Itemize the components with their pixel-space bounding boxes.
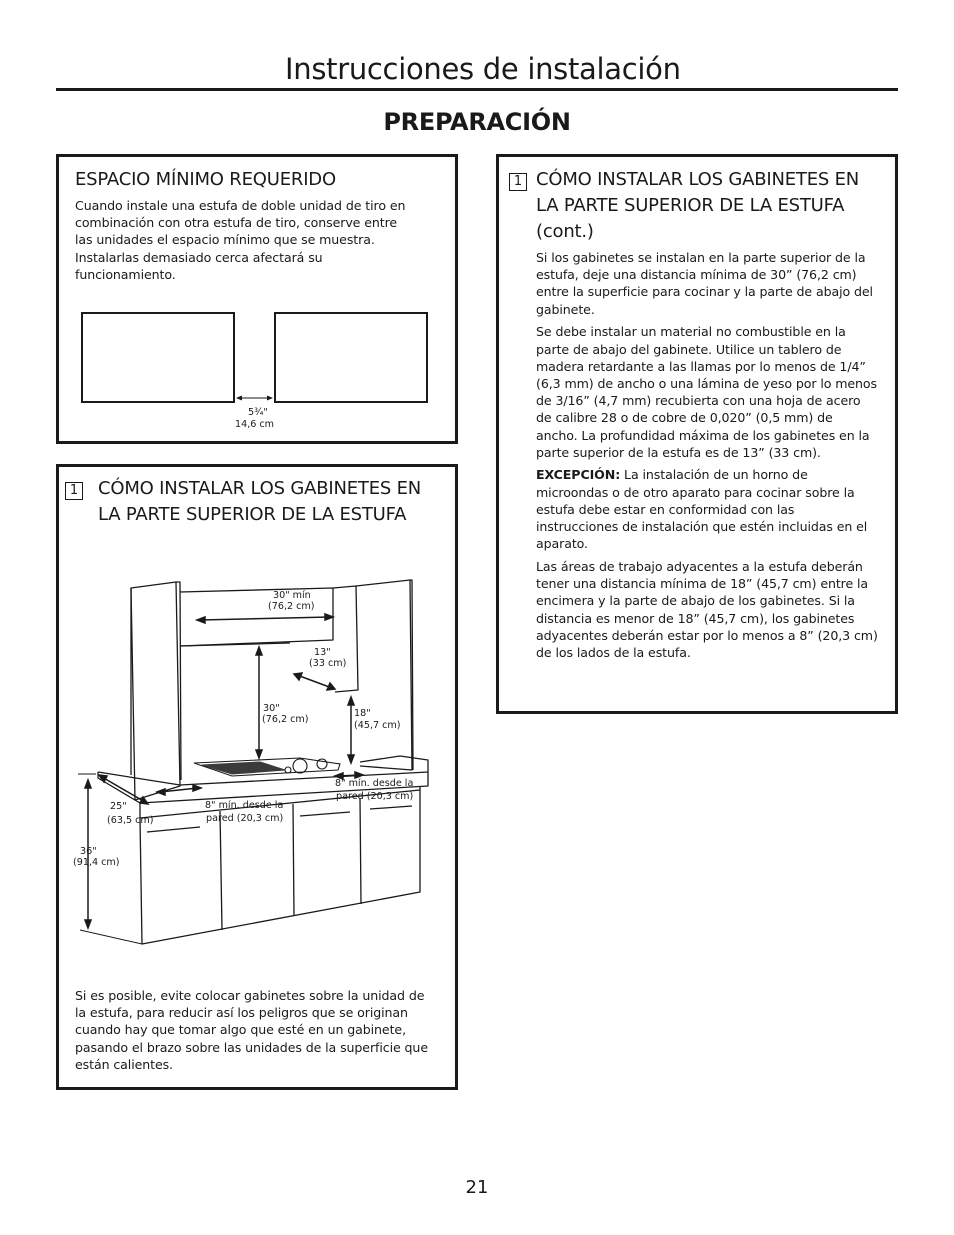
cabinets-footer: Si es posible, evite colocar gabinetes sobre la unidad de la estufa, para reducir así los peligros que se originan cuando hay que tomar algo que esté en un gabinete, pasando el brazo sobre las unidades de la superficie que están calientes.	[75, 988, 428, 1072]
dim-wall-right-1: 8" mín. desde la	[335, 778, 414, 789]
exception-label: EXCEPCIÓN:	[536, 467, 621, 483]
gap-dim-cm: 14,6 cm	[235, 419, 275, 430]
cont-paragraph-4: Las áreas de trabajo adyacentes a la estufa deberán tener una distancia mínima de 18” (45,7 cm) entre la encimera y la parte de abajo de los gabinetes. Si la distancia es menor de 18” (45,7 cm), los gabinetes adyacentes deberán estar por lo menos a 8” (20,3 cm) de los lados de la estufa.	[536, 558, 878, 660]
dim-wall-left-1: 8" mín. desde la	[205, 800, 284, 811]
cooktop	[194, 758, 340, 776]
dim-width-in: 30" mín	[273, 590, 311, 601]
dim-floor-in: 36"	[80, 846, 97, 857]
dim-side-cm: (45,7 cm)	[354, 720, 401, 731]
cabinets-cont-body	[536, 249, 878, 667]
cabinets-heading: CÓMO INSTALAR LOS GABINETES EN LA PARTE SUPERIOR DE LA ESTUFA	[98, 478, 422, 525]
step-number-badge-cont: 1	[509, 173, 527, 191]
dim-counter-cm: (63,5 cm)	[107, 815, 154, 826]
dim-width-cm: (76,2 cm)	[268, 601, 315, 612]
dim-wall-right-2: pared (20,3 cm)	[336, 791, 414, 802]
dim-floor-cm: (91,4 cm)	[73, 857, 120, 868]
min-space-body: Cuando instale una estufa de doble unidad de tiro en combinación con otra estufa de tiro, conserve entre las unidades el espacio mínimo que se muestra. Instalarlas demasiado cerca afectará su funcionamiento.	[75, 198, 406, 282]
min-space-heading: ESPACIO MÍNIMO REQUERIDO	[75, 169, 336, 190]
dim-height-in: 30"	[263, 703, 280, 714]
gap-dim-in: 5¾"	[248, 407, 268, 418]
dim-depth-cm: (33 cm)	[309, 658, 347, 669]
dim-depth-in: 13"	[314, 647, 331, 658]
step-number-badge: 1	[65, 482, 83, 500]
page-title: Instrucciones de instalación	[285, 52, 681, 86]
cont-paragraph-2: Se debe instalar un material no combustible en la parte de abajo del gabinete. Utilice un tablero de madera retardante a las llamas por lo menos de 1/4” (6,3 mm) de ancho o una lámina de yeso por lo menos de 3/16” (4,7 mm) recubierta con una hoja de acero de calibre 28 o de cobre de 0,020” (0,5 mm) de ancho. La profundidad máxima de los gabinetes en la parte superior de la estufa es de 13” (33 cm).	[536, 324, 878, 460]
cont-paragraph-3	[536, 466, 878, 552]
right-upper-cabinet	[356, 580, 412, 770]
dim-height-cm: (76,2 cm)	[262, 714, 309, 725]
left-upper-cabinet	[131, 582, 180, 800]
page-number: 21	[465, 1177, 489, 1198]
exception-text: La instalación de un horno de microondas o de otro aparato para cocinar sobre la estufa debe estar en conformidad con las instrucciones de instalación que estén incluidas en el aparato.	[536, 467, 868, 552]
dim-side-in: 18"	[354, 708, 371, 719]
dim-counter-in: 25"	[110, 801, 127, 812]
section-title: PREPARACIÓN	[383, 108, 571, 136]
dim-wall-left-2: pared (20,3 cm)	[206, 813, 284, 824]
cont-paragraph-1: Si los gabinetes se instalan en la parte superior de la estufa, deje una distancia mínima de 30” (76,2 cm) entre la superficie para cocinar y la parte de abajo del gabinete.	[536, 250, 873, 317]
cabinets-cont-heading: CÓMO INSTALAR LOS GABINETES EN LA PARTE SUPERIOR DE LA ESTUFA (cont.)	[536, 169, 860, 242]
